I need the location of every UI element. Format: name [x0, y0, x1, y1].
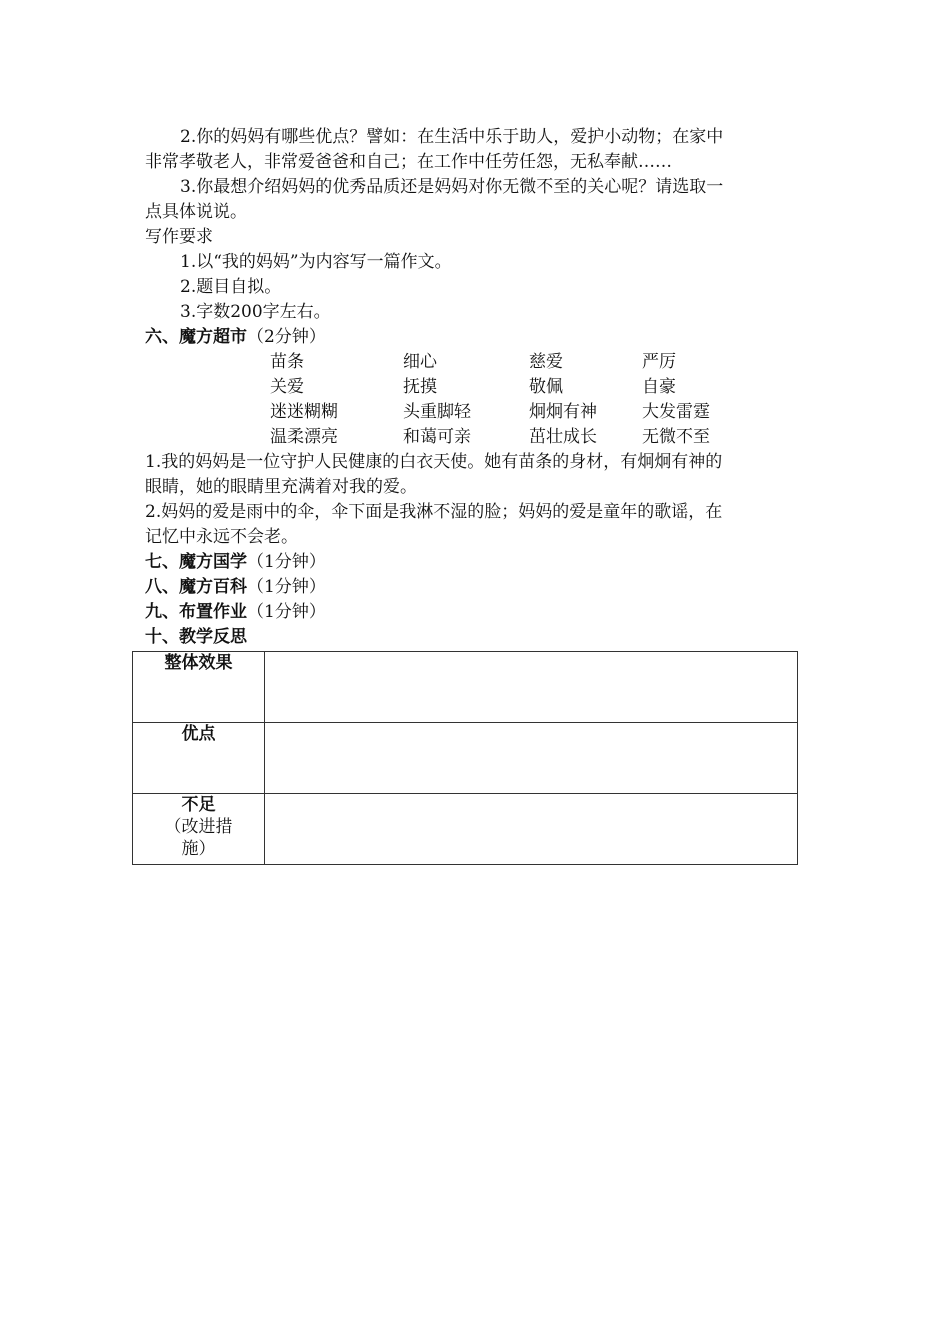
improvement-note-line-2: 施）: [181, 839, 216, 859]
word-cell: 苗条: [270, 352, 304, 372]
word-cell: 细心: [403, 352, 437, 372]
word-cell: 大发雷霆: [642, 402, 710, 422]
word-row: [270, 375, 752, 400]
writing-item-3: 3.字数200字左右。: [180, 302, 331, 322]
section-6-time: （2分钟）: [247, 327, 326, 347]
word-cell: 关爱: [270, 377, 304, 397]
overall-effect-label: 整体效果: [133, 652, 265, 723]
section-8-title: 八、魔方百科: [145, 577, 247, 597]
word-row: [270, 425, 752, 450]
example-line-4: 记忆中永远不会老。: [145, 527, 298, 547]
word-cell: 炯炯有神: [529, 402, 597, 422]
word-row: [270, 350, 752, 375]
word-cell: 敬佩: [529, 377, 563, 397]
shortcomings-cell[interactable]: [265, 794, 798, 865]
overall-effect-cell[interactable]: [265, 652, 798, 723]
section-10-title: 十、教学反思: [145, 627, 247, 647]
word-cell: 茁壮成长: [529, 427, 597, 447]
word-grid: [270, 350, 752, 450]
strengths-cell[interactable]: [265, 723, 798, 794]
section-7-time: （1分钟）: [247, 552, 326, 572]
improvement-note-line-1: （改进措: [164, 817, 233, 837]
section-10-heading: [145, 625, 247, 650]
section-9-heading: [145, 600, 326, 625]
word-cell: 自豪: [642, 377, 676, 397]
section-8-time: （1分钟）: [247, 577, 326, 597]
section-7-heading: [145, 550, 326, 575]
shortcomings-label-cell: [133, 794, 265, 865]
section-9-title: 九、布置作业: [145, 602, 247, 622]
word-cell: 严厉: [642, 352, 676, 372]
table-row: [133, 794, 798, 865]
word-cell: 和蔼可亲: [403, 427, 471, 447]
strengths-label: 优点: [133, 723, 265, 794]
word-cell: 无微不至: [642, 427, 710, 447]
shortcomings-label: 不足: [181, 795, 216, 815]
word-row: [270, 400, 752, 425]
example-line-2: 眼睛，她的眼睛里充满着对我的爱。: [145, 477, 417, 497]
section-6-heading: [145, 325, 326, 350]
table-row: [133, 723, 798, 794]
word-cell: 抚摸: [403, 377, 437, 397]
writing-item-2: 2.题目自拟。: [180, 277, 282, 297]
word-cell: 头重脚轻: [403, 402, 471, 422]
intro-line-1: 2.你的妈妈有哪些优点？譬如：在生活中乐于助人，爱护小动物；在家中: [180, 127, 724, 147]
section-8-heading: [145, 575, 326, 600]
word-cell: 迷迷糊糊: [270, 402, 338, 422]
example-line-1: 1.我的妈妈是一位守护人民健康的白衣天使。她有苗条的身材，有炯炯有神的: [145, 452, 723, 472]
word-cell: 慈爱: [529, 352, 563, 372]
writing-item-1: 1.以“我的妈妈”为内容写一篇作文。: [180, 252, 452, 272]
section-6-title: 六、魔方超市: [145, 327, 247, 347]
word-cell: 温柔漂亮: [270, 427, 338, 447]
writing-heading: 写作要求: [145, 227, 213, 247]
intro-line-4: 点具体说说。: [145, 202, 247, 222]
section-9-time: （1分钟）: [247, 602, 326, 622]
intro-line-2: 非常孝敬老人，非常爱爸爸和自己；在工作中任劳任怨，无私奉献……: [145, 152, 672, 172]
reflection-table: [132, 651, 798, 865]
intro-line-3: 3.你最想介绍妈妈的优秀品质还是妈妈对你无微不至的关心呢？请选取一: [180, 177, 724, 197]
table-row: [133, 652, 798, 723]
section-7-title: 七、魔方国学: [145, 552, 247, 572]
example-line-3: 2.妈妈的爱是雨中的伞，伞下面是我淋不湿的脸；妈妈的爱是童年的歌谣，在: [145, 502, 723, 522]
